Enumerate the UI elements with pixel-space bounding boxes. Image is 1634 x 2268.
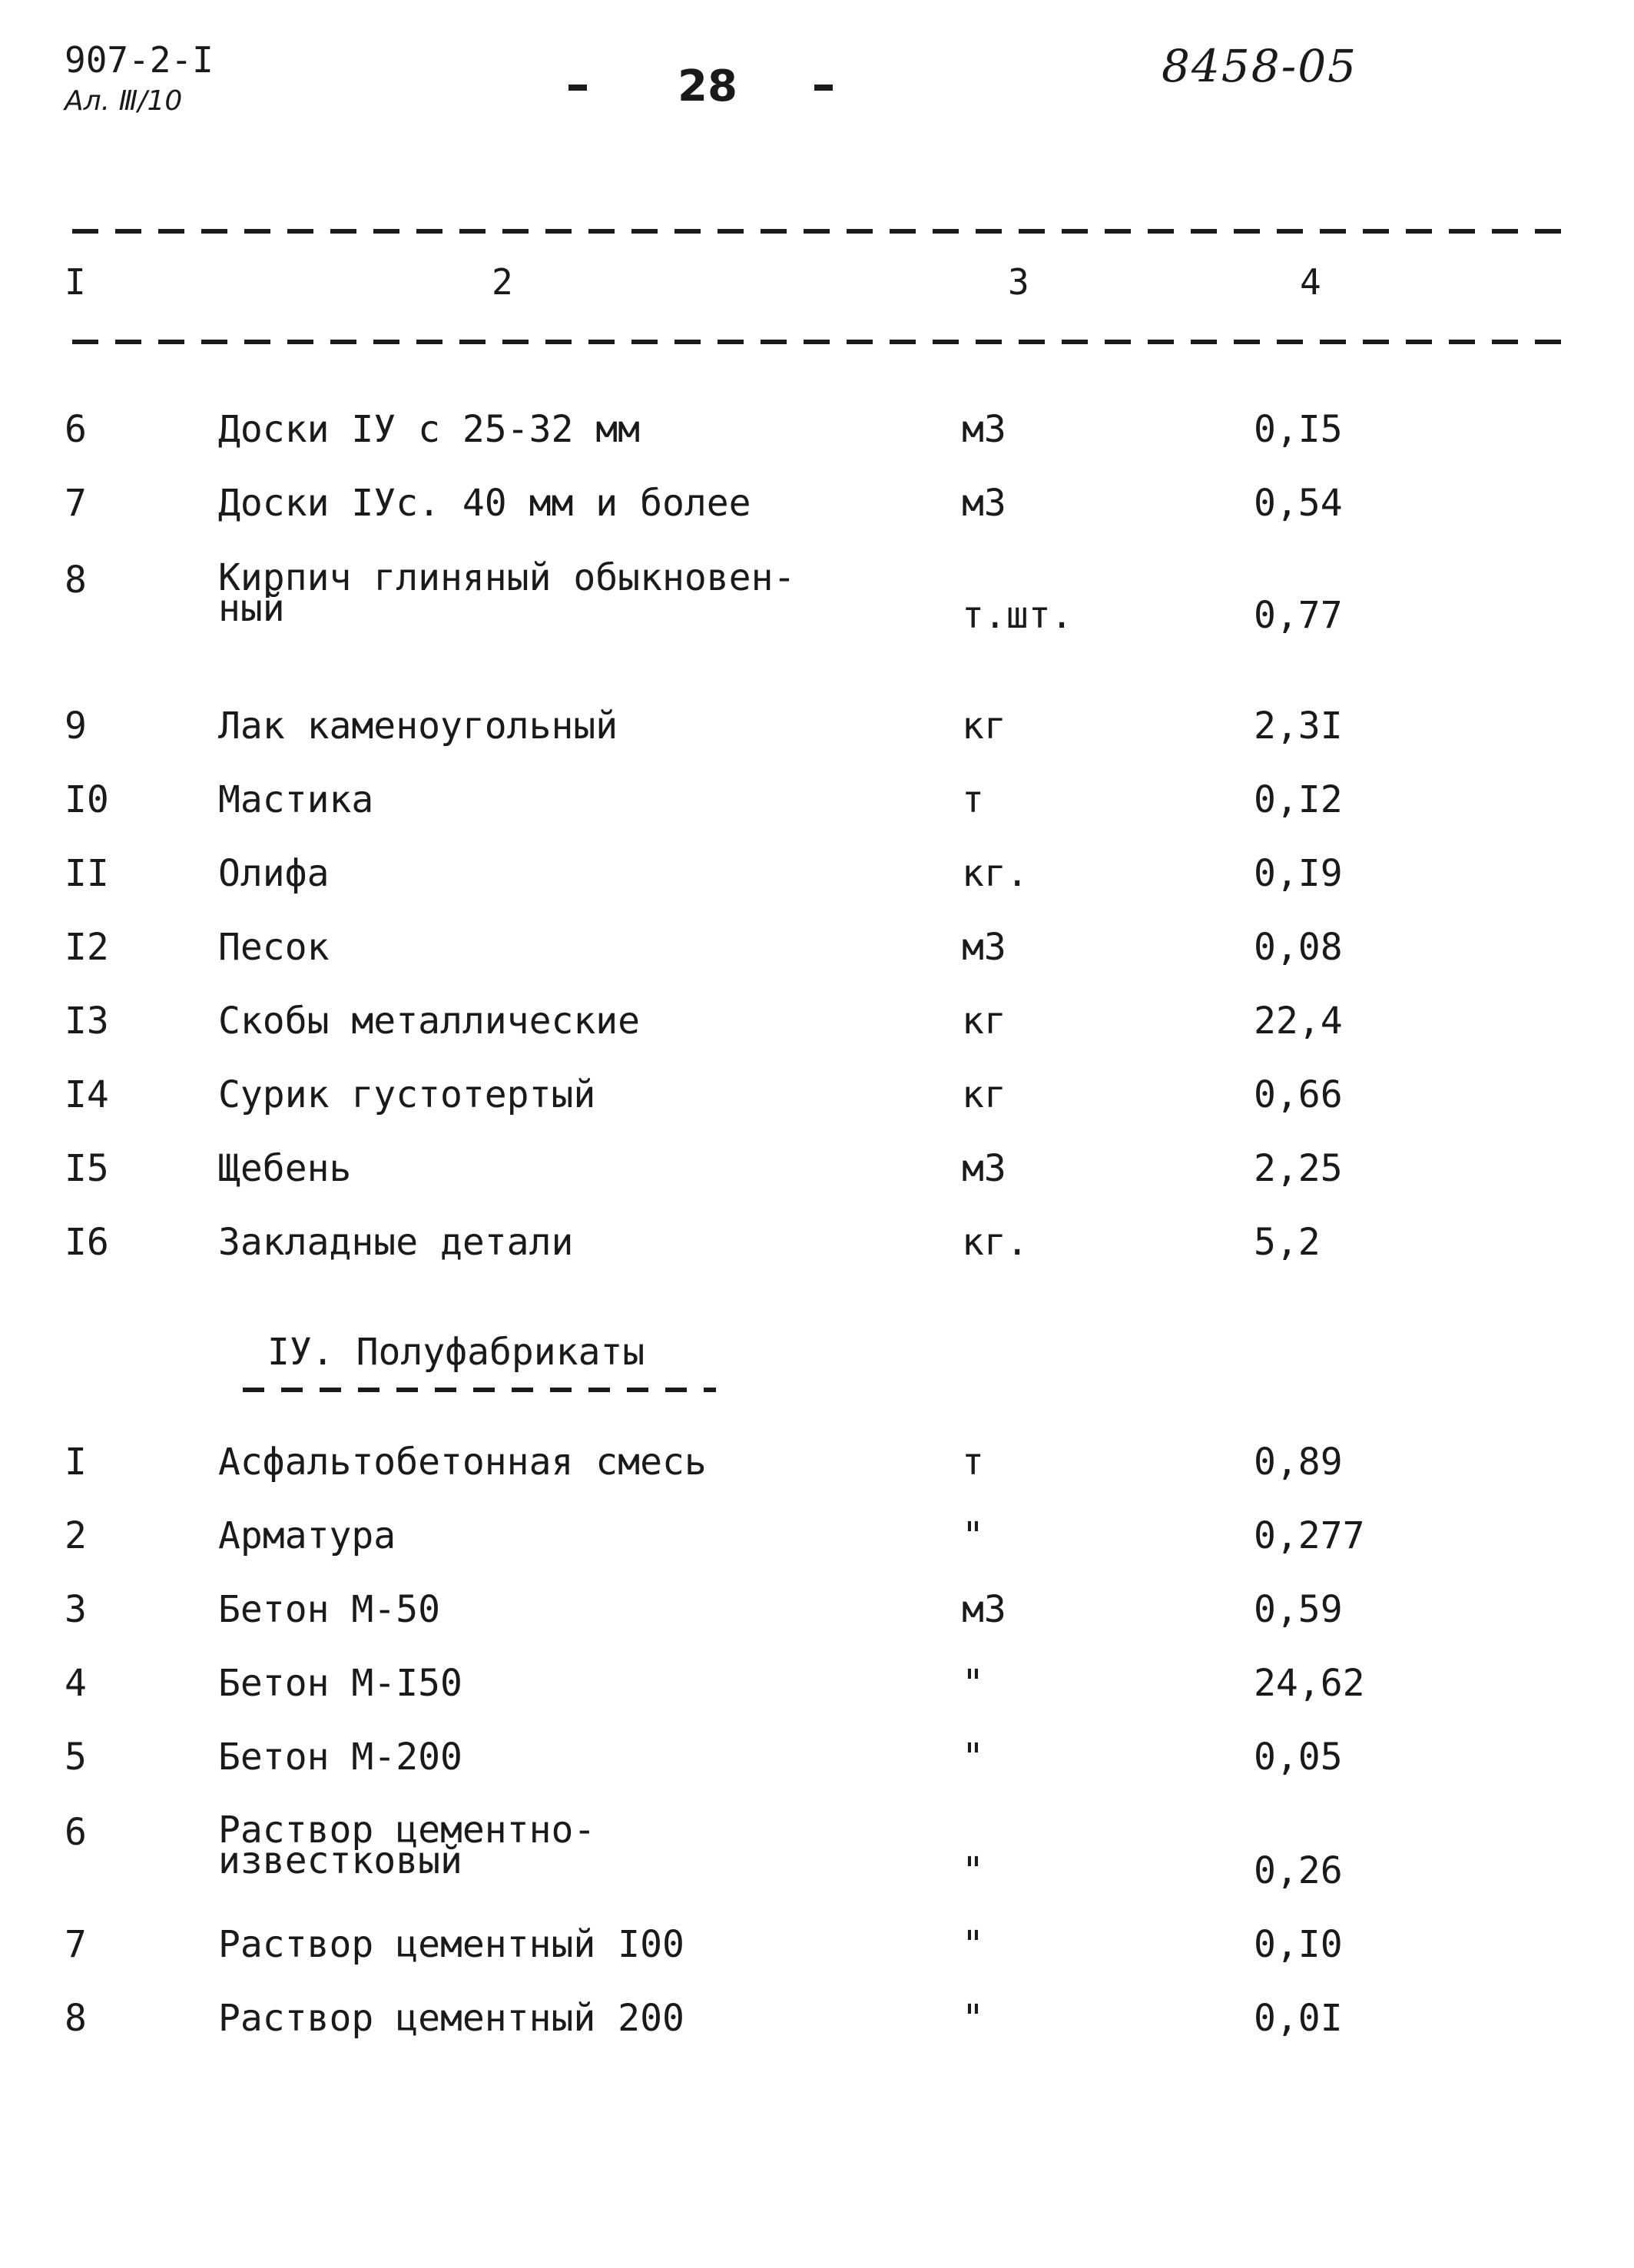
row-quantity: 0,I9 <box>1254 852 1343 895</box>
section-title-underline <box>243 1388 716 1392</box>
document-code: 907-2-I <box>65 39 214 81</box>
row-quantity: 0,I2 <box>1254 778 1343 821</box>
table-header-rule <box>72 340 1578 344</box>
row-quantity: 0,66 <box>1254 1073 1343 1116</box>
row-name: Лак каменоугольный <box>218 705 618 748</box>
section-title: IУ. Полуфабрикаты <box>267 1331 645 1374</box>
row-name: Доски IУс. 40 мм и более <box>218 482 751 525</box>
row-number: 3 <box>65 1588 87 1631</box>
row-number: 7 <box>65 482 87 525</box>
row-number: 9 <box>65 705 87 748</box>
row-unit: кг. <box>962 852 1029 895</box>
row-unit: м3 <box>962 482 1006 525</box>
row-quantity: 0,I0 <box>1254 1923 1343 1966</box>
column-header-3: 3 <box>1008 261 1029 303</box>
row-number: I <box>65 1441 87 1484</box>
row-name: Скобы металлические <box>218 1000 641 1043</box>
row-number: I6 <box>65 1221 109 1264</box>
row-quantity: 0,89 <box>1254 1441 1343 1484</box>
row-quantity: 0,05 <box>1254 1736 1343 1779</box>
row-number: 8 <box>65 559 87 602</box>
row-quantity: 0,26 <box>1254 1849 1343 1892</box>
row-name: Сурик густотертый <box>218 1073 596 1116</box>
column-header-2: 2 <box>492 261 513 303</box>
table-top-rule <box>72 229 1578 234</box>
row-number: 6 <box>65 408 87 451</box>
row-name: Закладные детали <box>218 1221 574 1264</box>
row-quantity: 0,0I <box>1254 1997 1343 2040</box>
row-name: Раствор цементно- известковый <box>218 1809 596 1882</box>
row-quantity: 5,2 <box>1254 1221 1321 1264</box>
row-name: Раствор цементный 200 <box>218 1997 684 2040</box>
row-unit: кг <box>962 1073 1006 1116</box>
row-unit: т.шт. <box>962 594 1073 637</box>
row-name: Песок <box>218 926 330 969</box>
row-unit: м3 <box>962 1147 1006 1190</box>
row-quantity: 22,4 <box>1254 1000 1343 1043</box>
row-number: I4 <box>65 1073 109 1116</box>
sheet-reference: Ал. Ⅲ/10 <box>65 85 183 117</box>
page-number: 28 <box>678 61 737 111</box>
row-name: Асфальтобетонная смесь <box>218 1441 707 1484</box>
row-quantity: 24,62 <box>1254 1662 1365 1705</box>
row-number: I2 <box>65 926 109 969</box>
page-number-dash-left <box>568 85 587 91</box>
column-header-1: I <box>65 261 86 303</box>
row-quantity: 2,3I <box>1254 705 1343 748</box>
row-name: Доски IУ с 25-32 мм <box>218 408 641 451</box>
row-name: Бетон М-50 <box>218 1588 440 1631</box>
row-quantity: 0,08 <box>1254 926 1343 969</box>
row-unit: " <box>962 1923 984 1966</box>
row-name: Олифа <box>218 852 330 895</box>
row-number: I3 <box>65 1000 109 1043</box>
row-number: 4 <box>65 1662 87 1705</box>
page-number-dash-right <box>814 85 833 91</box>
row-unit: м3 <box>962 408 1006 451</box>
row-unit: м3 <box>962 926 1006 969</box>
row-number: I5 <box>65 1147 109 1190</box>
row-unit: " <box>962 1514 984 1557</box>
row-unit: " <box>962 1662 984 1705</box>
row-name: Арматура <box>218 1514 396 1557</box>
row-quantity: 0,59 <box>1254 1588 1343 1631</box>
row-unit: " <box>962 1997 984 2040</box>
row-name: Раствор цементный I00 <box>218 1923 684 1966</box>
row-unit: кг <box>962 705 1006 748</box>
row-quantity: 0,277 <box>1254 1514 1365 1557</box>
row-number: 7 <box>65 1923 87 1966</box>
inventory-number: 8458-05 <box>1162 40 1358 92</box>
row-number: I0 <box>65 778 109 821</box>
row-number: 5 <box>65 1736 87 1779</box>
row-number: 6 <box>65 1811 87 1854</box>
row-quantity: 0,77 <box>1254 594 1343 637</box>
row-number: II <box>65 852 109 895</box>
row-quantity: 0,I5 <box>1254 408 1343 451</box>
row-unit: т <box>962 1441 984 1484</box>
row-unit: м3 <box>962 1588 1006 1631</box>
row-name: Кирпич глиняный обыкновен- ный <box>218 556 796 630</box>
row-unit: " <box>962 1849 984 1892</box>
row-number: 8 <box>65 1997 87 2040</box>
row-number: 2 <box>65 1514 87 1557</box>
row-name: Щебень <box>218 1147 352 1190</box>
row-name: Бетон М-I50 <box>218 1662 462 1705</box>
column-header-4: 4 <box>1300 261 1321 303</box>
row-quantity: 0,54 <box>1254 482 1343 525</box>
row-name: Мастика <box>218 778 374 821</box>
row-name: Бетон М-200 <box>218 1736 462 1779</box>
row-quantity: 2,25 <box>1254 1147 1343 1190</box>
row-unit: " <box>962 1736 984 1779</box>
row-unit: кг <box>962 1000 1006 1043</box>
row-unit: т <box>962 778 984 821</box>
row-unit: кг. <box>962 1221 1029 1264</box>
